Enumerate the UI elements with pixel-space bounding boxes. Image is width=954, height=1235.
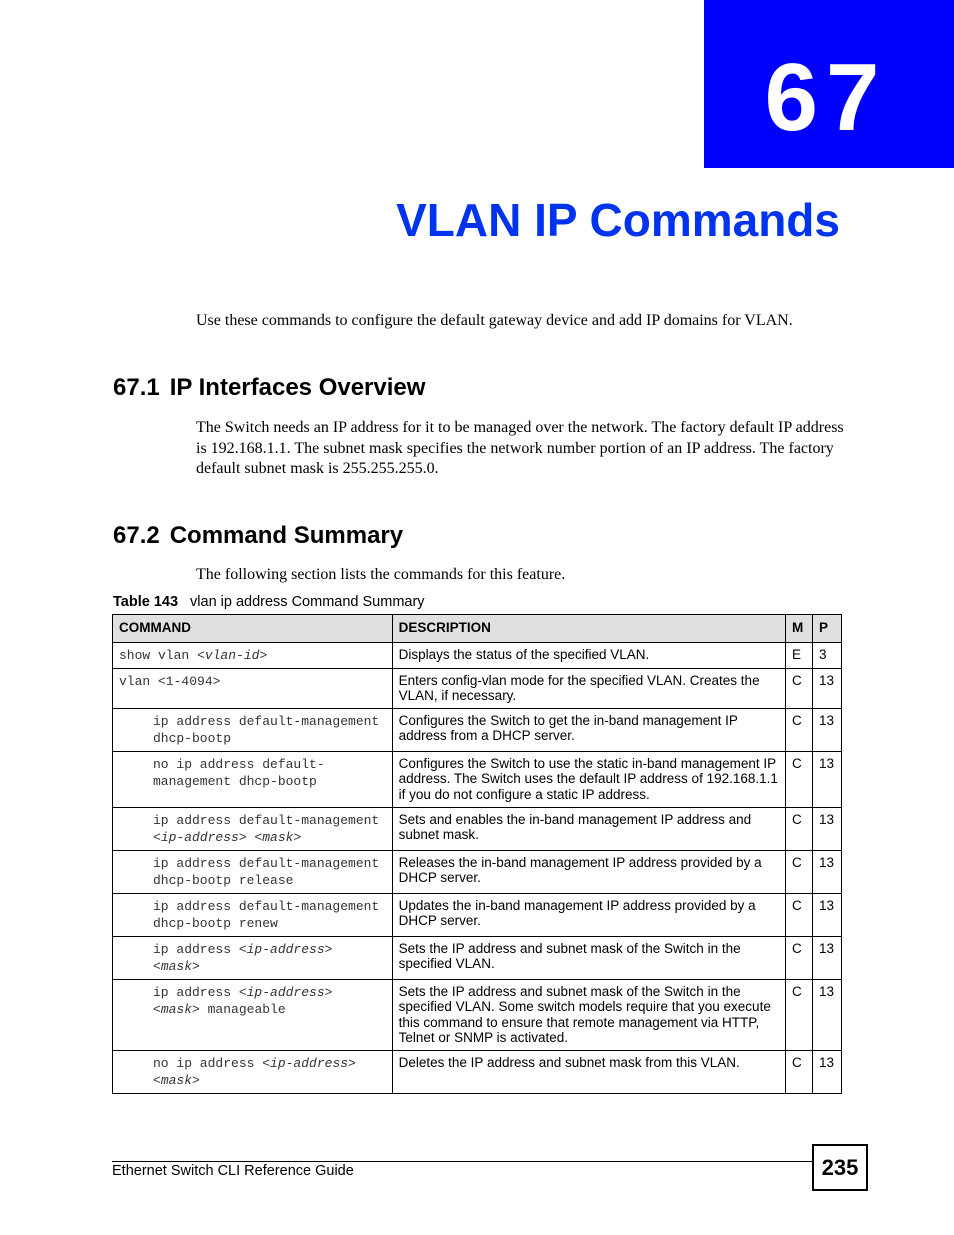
mode-cell: C (785, 807, 812, 850)
description-cell: Displays the status of the specified VLAN. (392, 642, 785, 668)
privilege-cell: 13 (812, 708, 841, 751)
privilege-cell: 13 (812, 807, 841, 850)
command-parameter: ip-address (246, 941, 325, 957)
command-text: > < (238, 829, 263, 845)
mode-cell: C (785, 850, 812, 893)
header-description: DESCRIPTION (392, 615, 785, 643)
privilege-cell: 13 (812, 668, 841, 708)
chapter-intro: Use these commands to configure the default gateway device and add IP domains for VLAN. (196, 312, 793, 329)
command-cell (113, 708, 393, 751)
command-text: ip address default-management dhcp-bootp release (153, 855, 380, 888)
command-cell (113, 850, 393, 893)
table-row (113, 850, 842, 893)
mode-cell: C (785, 979, 812, 1050)
command-text: > (293, 829, 302, 845)
command-parameter: ip-address (160, 829, 239, 845)
table-row (113, 807, 842, 850)
privilege-cell: 13 (812, 893, 841, 936)
section-title: IP Interfaces Overview (169, 374, 426, 401)
chapter-title: VLAN IP Commands (396, 194, 840, 246)
section-title: Command Summary (169, 522, 404, 549)
header-mode: M (785, 615, 812, 643)
privilege-cell: 13 (812, 936, 841, 979)
mode-cell: C (785, 936, 812, 979)
description-cell: Releases the in-band management IP address provided by a DHCP server. (392, 850, 785, 893)
section-body-ip-interfaces: The Switch needs an IP address for it to be managed over the network. The factory default IP address is 192.168.1.1. The subnet mask specifies the network number portion of an IP address. The factory default subnet mask is 255.255.255.0. (196, 419, 844, 477)
table-row (113, 668, 842, 708)
command-text: ip address < (153, 941, 247, 957)
table-row (113, 708, 842, 751)
command-parameter: mask (262, 829, 294, 845)
command-text: ip address < (153, 984, 247, 1000)
command-cell (113, 936, 393, 979)
header-privilege: P (812, 615, 841, 643)
command-cell (113, 1050, 393, 1093)
command-summary-table (112, 614, 842, 1094)
command-parameter: mask (160, 958, 193, 974)
table-row (113, 1050, 842, 1093)
command-text: > < (153, 984, 333, 1017)
command-text: ip address default-management < (153, 812, 380, 845)
privilege-cell: 13 (812, 850, 841, 893)
command-text: vlan <1-4094> (119, 673, 221, 689)
privilege-cell: 3 (812, 642, 841, 668)
description-cell: Enters config-vlan mode for the specified VLAN. Creates the VLAN, if necessary. (392, 668, 785, 708)
description-cell: Configures the Switch to use the static in-band management IP address. The Switch uses the default IP address of 192.168.1.1 if you do not configure a static IP address. (392, 751, 785, 807)
command-text: ip address default-management dhcp-bootp renew (153, 898, 380, 931)
section-heading-ip-interfaces (113, 374, 425, 402)
description-cell: Updates the in-band management IP address provided by a DHCP server. (392, 893, 785, 936)
command-parameter: ip-address (270, 1055, 349, 1071)
table-body (113, 642, 842, 1093)
header-command: COMMAND (113, 615, 393, 643)
command-parameter: ip-address (246, 984, 325, 1000)
mode-cell: E (785, 642, 812, 668)
command-parameter: mask (160, 1001, 193, 1017)
command-text: no ip address default-management dhcp-bootp (153, 756, 325, 789)
section-number: 67.1 (113, 374, 160, 401)
table-row (113, 751, 842, 807)
section-number: 67.2 (113, 522, 160, 549)
command-cell (113, 893, 393, 936)
mode-cell: C (785, 1050, 812, 1093)
chapter-number: 67 (764, 44, 888, 151)
description-cell: Sets the IP address and subnet mask of the Switch in the specified VLAN. (392, 936, 785, 979)
command-parameter: vlan-id (204, 647, 260, 663)
mode-cell: C (785, 708, 812, 751)
section-body-command-summary: The following section lists the commands for this feature. (196, 566, 566, 583)
chapter-number-box (704, 0, 954, 168)
command-text: > (259, 647, 268, 663)
mode-cell: C (785, 668, 812, 708)
command-text: > (192, 958, 200, 974)
table-row (113, 936, 842, 979)
command-text: show vlan < (119, 647, 205, 663)
command-parameter: mask (160, 1072, 193, 1088)
section-heading-command-summary (113, 522, 403, 550)
description-cell: Configures the Switch to get the in-band management IP address from a DHCP server. (392, 708, 785, 751)
table-header-row (113, 615, 842, 643)
table-row (113, 893, 842, 936)
command-cell (113, 807, 393, 850)
description-cell: Sets the IP address and subnet mask of the Switch in the specified VLAN. Some switch models require that you execute this command to ensure that remote management via HTTP, Telnet or SNMP is activated. (392, 979, 785, 1050)
privilege-cell: 13 (812, 979, 841, 1050)
command-text: > (192, 1072, 200, 1088)
table-caption (113, 593, 425, 611)
command-cell (113, 751, 393, 807)
command-cell (113, 668, 393, 708)
privilege-cell: 13 (812, 1050, 841, 1093)
command-text: > manageable (192, 1001, 286, 1017)
description-cell: Deletes the IP address and subnet mask from this VLAN. (392, 1050, 785, 1093)
footer-guide-title: Ethernet Switch CLI Reference Guide (112, 1163, 354, 1179)
table-row (113, 642, 842, 668)
command-text: no ip address < (153, 1055, 271, 1071)
command-text: ip address default-management dhcp-bootp (153, 713, 380, 746)
mode-cell: C (785, 751, 812, 807)
mode-cell: C (785, 893, 812, 936)
page-number: 235 (812, 1144, 868, 1191)
table-caption-text: vlan ip address Command Summary (190, 594, 425, 610)
table-caption-number: Table 143 (113, 594, 179, 610)
command-cell (113, 642, 393, 668)
description-cell: Sets and enables the in-band management IP address and subnet mask. (392, 807, 785, 850)
command-text: > < (153, 1055, 356, 1088)
command-text: > < (153, 941, 333, 974)
command-cell (113, 979, 393, 1050)
privilege-cell: 13 (812, 751, 841, 807)
table-row (113, 979, 842, 1050)
